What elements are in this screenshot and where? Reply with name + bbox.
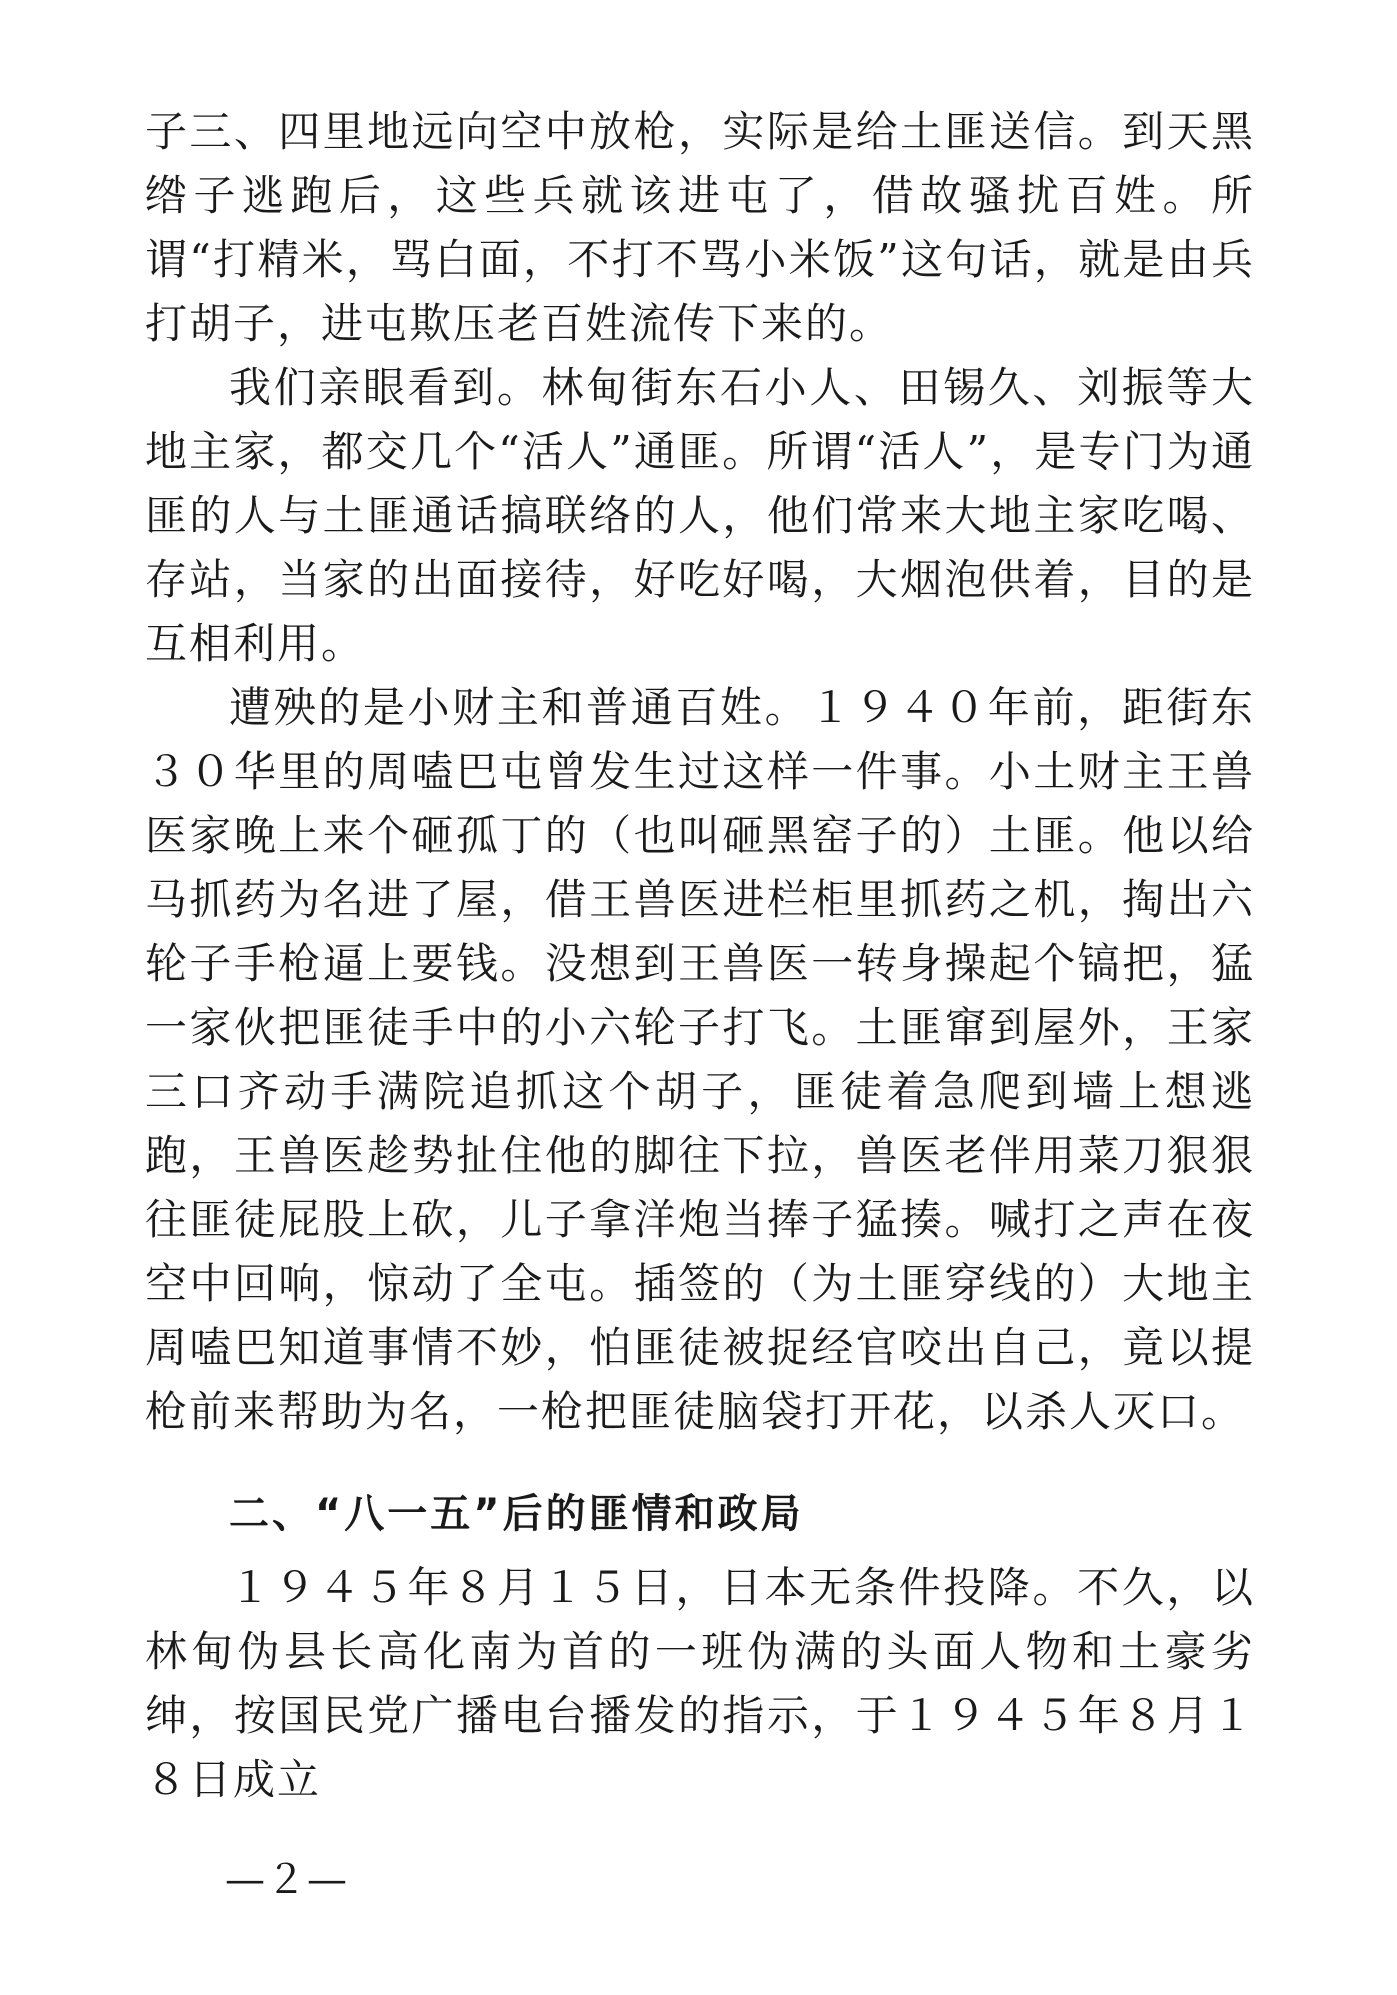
paragraph-landlords: 我们亲眼看到。林甸街东石小人、田锡久、刘振等大地主家，都交几个“活人”通匪。所谓“活人”，是专门为通匪的人与土匪通话搞联络的人，他们常来大地主家吃喝、存站，当家的出面接待，好吃好喝，大烟泡供着，目的是互相利用。 [145,363,1255,668]
section-heading: 二、“八一五”后的匪情和政局 [229,1491,804,1537]
page-number: —２— [225,1857,348,1903]
body-text [145,100,1255,1812]
paragraph-surrender: １９４５年８月１５日，日本无条件投降。不久，以林甸伪县长高化南为首的一班伪满的头面人物和土豪劣绅，按国民党广播电台播发的指示，于１９４５年８月１８日成立 [145,1563,1255,1804]
paragraph-continuation: 子三、四里地远向空中放枪，实际是给土匪送信。到天黑绺子逃跑后，这些兵就该进屯了，借故骚扰百姓。所谓“打精米，骂白面，不打不骂小米饭”这句话，就是由兵打胡子，进屯欺压老百姓流传下来的。 [145,107,1255,348]
paragraph-incident: 遭殃的是小财主和普通百姓。１９４０年前，距街东３０华里的周嗑巴屯曾发生过这样一件事。小土财主王兽医家晚上来个砸孤丁的（也叫砸黑窑子的）土匪。他以给马抓药为名进了屋，借王兽医进栏柜里抓药之机，掏出六轮子手枪逼上要钱。没想到王兽医一转身操起个镐把，猛一家伙把匪徒手中的小六轮子打飞。土匪窜到屋外，王家三口齐动手满院追抓这个胡子，匪徒着急爬到墙上想逃跑，王兽医趁势扯住他的脚往下拉，兽医老伴用菜刀狠狠往匪徒屁股上砍，儿子拿洋炮当捧子猛揍。喊打之声在夜空中回响，惊动了全屯。插签的（为土匪穿线的）大地主周嗑巴知道事情不妙，怕匪徒被捉经官咬出自己，竟以提枪前来帮助为名，一枪把匪徒脑袋打开花，以杀人灭口。 [145,683,1255,1436]
